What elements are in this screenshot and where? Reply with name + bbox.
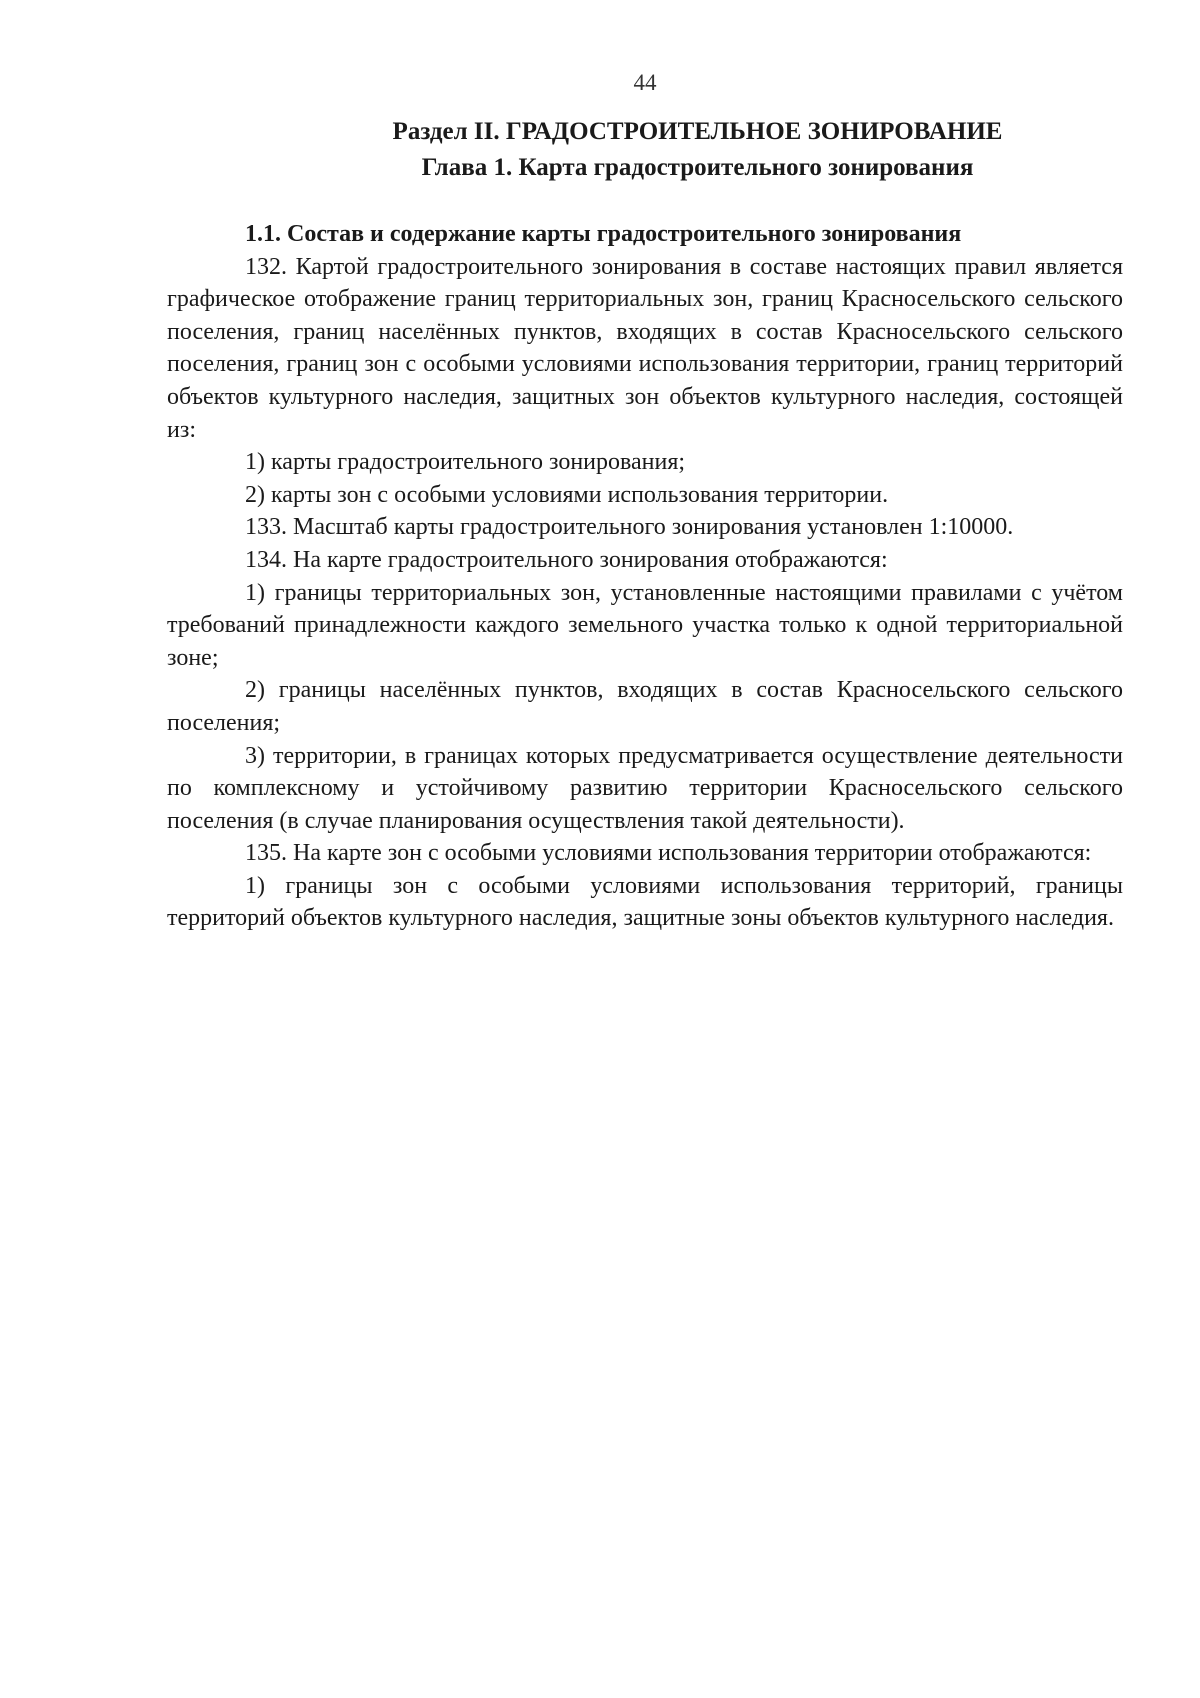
paragraph-135: 135. На карте зон с особыми условиями использования территории отображаются: bbox=[245, 840, 1092, 867]
paragraph-134: 134. На карте градостроительного зонирования отображаются: bbox=[245, 546, 888, 573]
section-title: Раздел II. ГРАДОСТРОИТЕЛЬНОЕ ЗОНИРОВАНИЕ bbox=[392, 118, 1003, 145]
list-item-132-2: 2) карты зон с особыми условиями использования территории. bbox=[245, 481, 889, 508]
list-item-134-1: 1) границы территориальных зон, установленные настоящими правилами с учётом требований принадлежности каждого земельного участка только к одной территориальной зоне; bbox=[167, 579, 1123, 671]
paragraph-133: 133. Масштаб карты градостроительного зонирования установлен 1:10000. bbox=[245, 514, 1014, 541]
list-item-134-2: 2) границы населённых пунктов, входящих в состав Красносельского сельского поселения; bbox=[167, 677, 1123, 736]
paragraph-132: 132. Картой градостроительного зонирования в составе настоящих правил является графическое отображение границ территориальных зон, границ Красносельского сельского поселения, границ населённых пунктов, входящих в состав Красносельского сельского поселения, границ зон с особыми условиями использования территории, границ территорий объектов культурного наследия, защитных зон объектов культурного наследия, состоящей из: bbox=[167, 253, 1123, 443]
list-item-132-1: 1) карты градостроительного зонирования; bbox=[245, 449, 686, 476]
headings-block bbox=[0, 114, 1200, 186]
list-item-134-3: 3) территории, в границах которых предусматривается осуществление деятельности по комплексному и устойчивому развитию территории Красносельского сельского поселения (в случае планирования осуществления такой деятельности). bbox=[167, 742, 1123, 834]
page-number: 44 bbox=[633, 70, 657, 95]
body-text bbox=[167, 218, 1123, 935]
subsection-title: 1.1. Состав и содержание карты градостроительного зонирования bbox=[245, 221, 962, 247]
list-item-135-1: 1) границы зон с особыми условиями использования территорий, границы территорий объектов культурного наследия, защитные зоны объектов культурного наследия. bbox=[167, 872, 1123, 932]
chapter-title: Глава 1. Карта градостроительного зонирования bbox=[421, 154, 974, 181]
